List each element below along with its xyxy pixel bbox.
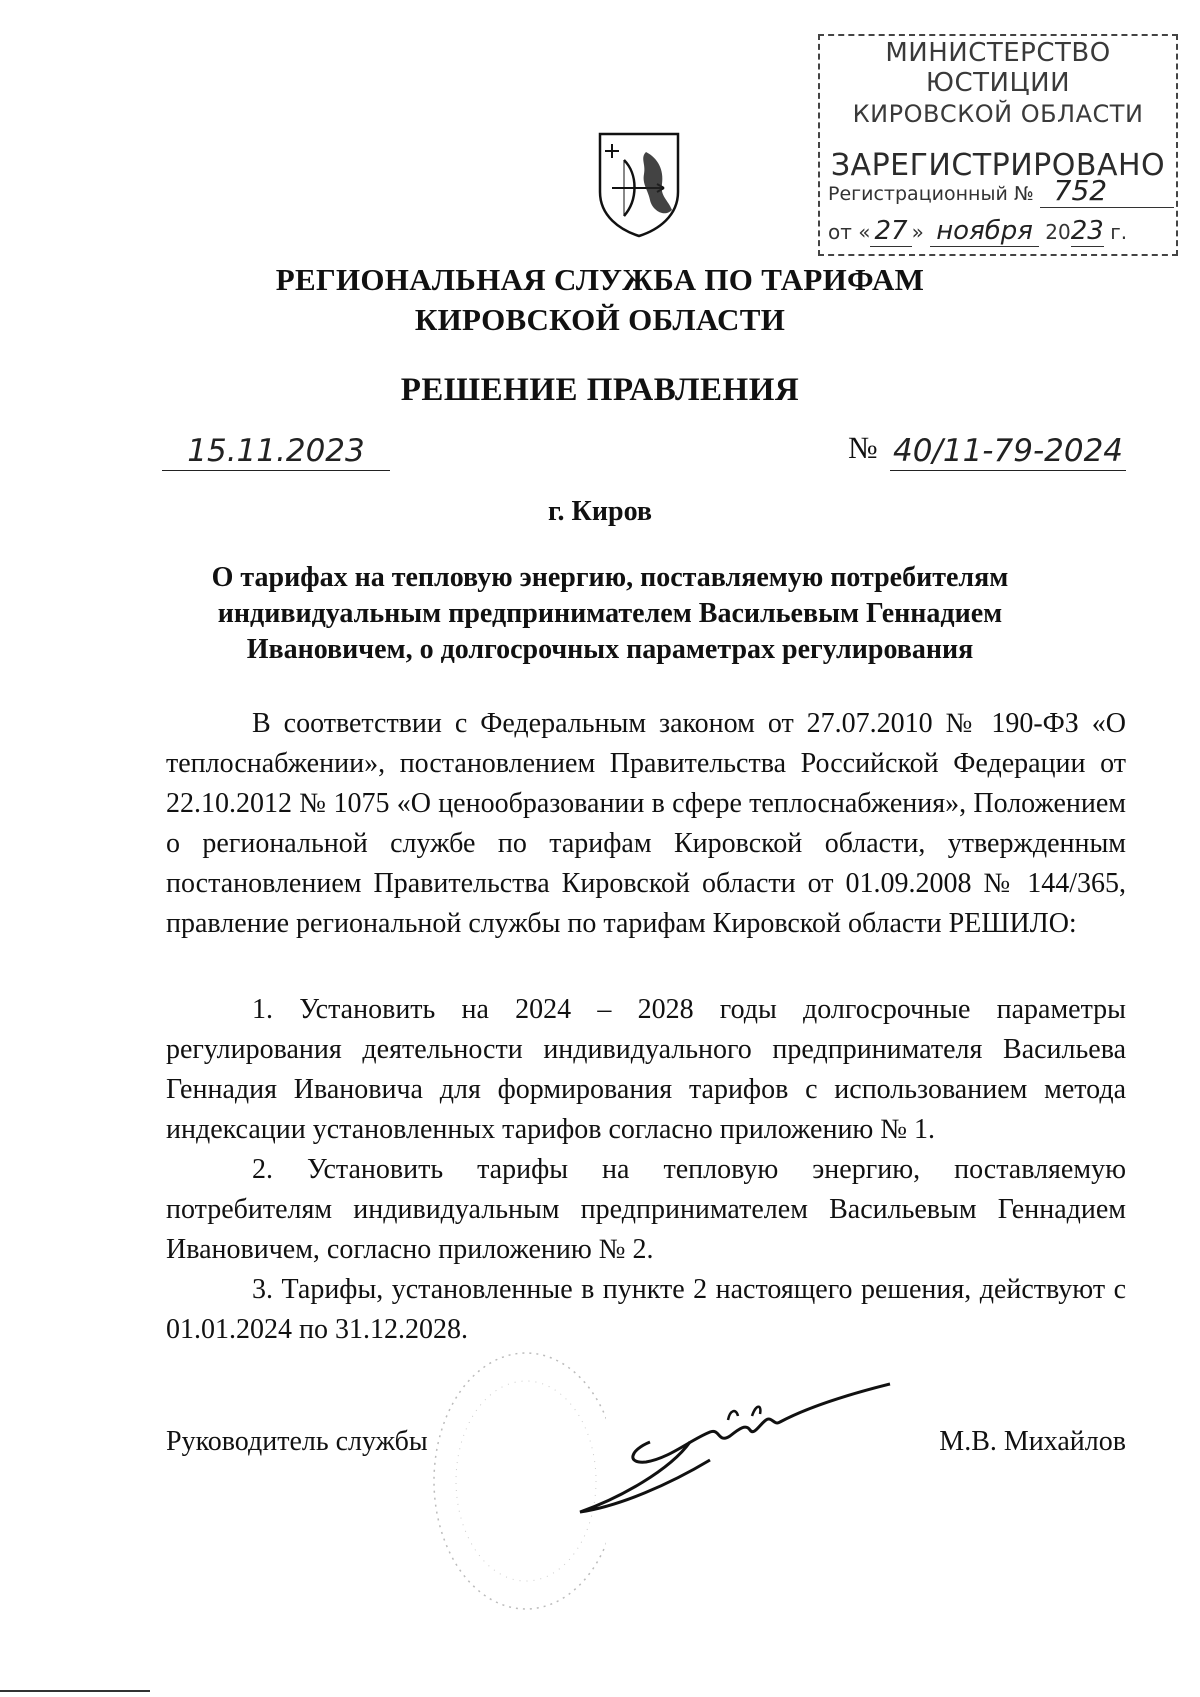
stamp-date-year-unit: г.	[1110, 220, 1128, 244]
stamp-regno-row	[828, 174, 1174, 208]
item-1-section	[166, 990, 1126, 1150]
stamp-regno-label: Регистрационный №	[828, 183, 1034, 205]
decision-number: 40/11-79-2024	[892, 433, 1124, 469]
stamp-date-row	[828, 216, 1127, 246]
city: г. Киров	[548, 496, 652, 527]
registration-stamp	[818, 34, 1178, 256]
org-title-line2: КИРОВСКОЙ ОБЛАСТИ	[414, 302, 786, 337]
item-2-text: 2. Установить тарифы на тепловую энергию, поставляемую потребителям индивидуальным предпринимателем Васильевым Геннадием Ивановичем, согласно приложению № 2.	[166, 1154, 1126, 1265]
stamp-ministry-line2: КИРОВСКОЙ ОБЛАСТИ	[852, 100, 1144, 128]
handwritten-signature	[560, 1380, 920, 1530]
signatory-name: М.В. Михайлов	[939, 1426, 1126, 1457]
stamp-ministry-line1: МИНИСТЕРСТВО ЮСТИЦИИ	[885, 38, 1111, 98]
stamp-date-year-prefix: 20	[1045, 220, 1071, 244]
signatory-position: Руководитель службы	[166, 1426, 428, 1457]
decision-number-label: №	[848, 430, 878, 465]
stamp-date-year-suffix: 23	[1070, 216, 1104, 246]
stamp-date-mid: »	[911, 220, 924, 244]
stamp-regno-value: 752	[1040, 174, 1174, 208]
decision-date-field	[162, 432, 390, 471]
stamp-registered: ЗАРЕГИСТРИРОВАНО	[830, 148, 1166, 183]
item-3-text: 3. Тарифы, установленные в пункте 2 настоящего решения, действуют с 01.01.2024 по 31.12.2028.	[166, 1274, 1126, 1345]
decision-number-field	[890, 432, 1126, 471]
stamp-date-day: 27	[870, 216, 911, 247]
kirov-coat-of-arms-icon	[594, 130, 684, 240]
document-type-title: РЕШЕНИЕ ПРАВЛЕНИЯ	[400, 372, 800, 408]
decision-date: 15.11.2023	[187, 433, 365, 469]
stamp-date-month: ноября	[930, 216, 1039, 247]
preamble-section	[166, 704, 1126, 944]
item-2-section	[166, 1150, 1126, 1270]
subject-heading: О тарифах на тепловую энергию, поставляемую потребителям индивидуальным предпринимателем Васильевым Геннадием Ивановичем, о долгосрочных параметрах регулирования	[211, 562, 1009, 665]
item-3-section	[166, 1270, 1126, 1350]
footer-rule	[0, 1690, 150, 1692]
item-1-text: 1. Установить на 2024 – 2028 годы долгосрочные параметры регулирования деятельности индивидуального предпринимателя Васильева Геннадия Ивановича для формирования тарифов с использованием метода индексации установленных тарифов согласно приложению № 1.	[166, 994, 1126, 1145]
stamp-date-prefix: от «	[828, 220, 871, 244]
preamble-text: В соответствии с Федеральным законом от 27.07.2010 № 190-ФЗ «О теплоснабжении», постановлением Правительства Российской Федерации от 22.10.2012 № 1075 «О ценообразовании в сфере теплоснабжения», Положением о региональной службе по тарифам Кировской области, утвержденным постановлением Правительства Кировской области от 01.09.2008 № 144/365, правление региональной службы по тарифам Кировской области РЕШИЛО:	[166, 708, 1126, 939]
org-title-line1: РЕГИОНАЛЬНАЯ СЛУЖБА ПО ТАРИФАМ	[275, 262, 925, 297]
